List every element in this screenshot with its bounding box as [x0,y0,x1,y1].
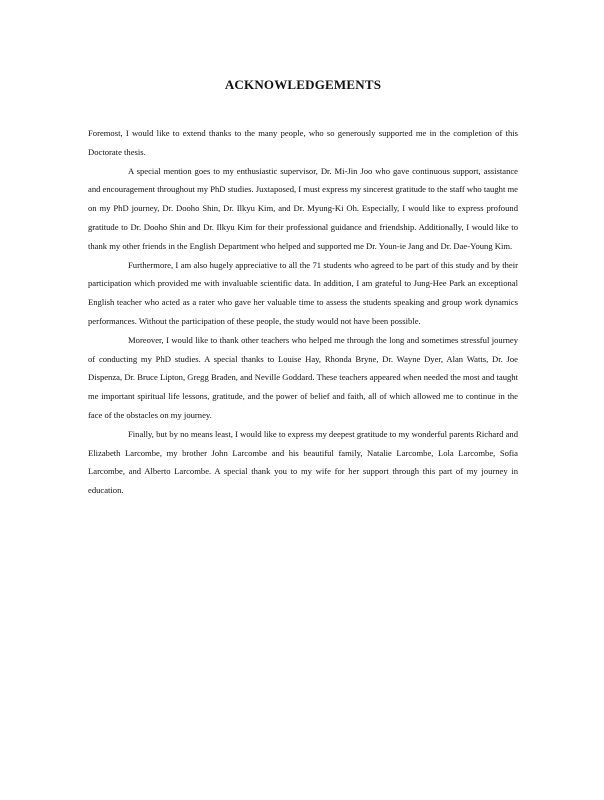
paragraph-students: Furthermore, I am also hugely appreciative to all the 71 students who agreed to be part of this study and by their participation which provided me with invaluable scientific data. In addition, I am grateful to Jung-Hee Park an exceptional English teacher who acted as a rater who gave her valuable time to assess the students speaking and group work dynamics performances. Without the participation of these people, the study would not have been possible. [88,259,518,326]
paragraph-supervisor: A special mention goes to my enthusiastic supervisor, Dr. Mi-Jin Joo who gave continuous support, assistance and encouragement throughout my PhD studies. Juxtaposed, I must express my sincerest gratitude to the staff who taught me on my PhD journey, Dr. Dooho Shin, Dr. Ilkyu Kim, and Dr. Myung-Ki Oh. Especially, I would like to express profound gratitude to Dr. Dooho Shin and Dr. Ilkyu Kim for their professional guidance and friendship. Additionally, I would like to thank my other friends in the English Department who helped and supported me Dr. Youn-ie Jang and Dr. Dae-Young Kim. [88,165,518,251]
paragraph-teachers: Moreover, I would like to thank other teachers who helped me through the long and sometimes stressful journey of conducting my PhD studies. A special thanks to Louise Hay, Rhonda Bryne, Dr. Wayne Dyer, Alan Watts, Dr. Joe Dispenza, Dr. Bruce Lipton, Gregg Braden, and Neville Goddard. These teachers appeared when needed the most and taught me important spiritual life lessons, gratitude, and the power of belief and faith, all of which allowed me to continue in the face of the obstacles on my journey. [88,334,518,420]
paragraph-family: Finally, but by no means least, I would like to express my deepest gratitude to my wonderful parents Richard and Elizabeth Larcombe, my brother John Larcombe and his beautiful family, Natalie Larcombe, Lola Larcombe, Sofia Larcombe, and Alberto Larcombe. A special thank you to my wife for her support through this part of my journey in education. [88,428,518,496]
document-page [88,77,518,500]
paragraph-intro: Foremost, I would like to extend thanks to the many people, who so generously supported me in the completion of this Doctorate thesis. [88,128,518,157]
page-title: ACKNOWLEDGEMENTS [224,77,382,92]
